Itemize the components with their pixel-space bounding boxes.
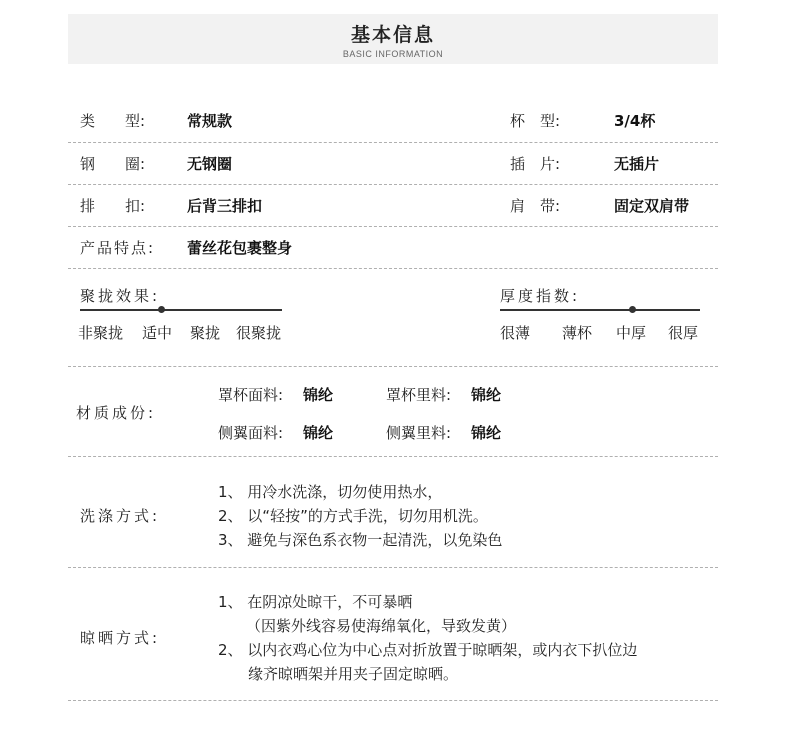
material-name: 罩杯里料:: [386, 386, 452, 404]
drying-line: 1、 在阴凉处晾干，不可暴晒: [218, 593, 413, 611]
thickness-scale-marker: [629, 306, 636, 313]
thickness-scale-track: [500, 309, 700, 311]
thickness-tick: 中厚: [616, 324, 647, 342]
material-value: 锦纶: [471, 424, 502, 442]
push-scale-label: 聚拢效果:: [80, 287, 161, 305]
push-tick: 很聚拢: [236, 324, 282, 342]
thickness-tick: 薄杯: [562, 324, 593, 342]
wire-value: 无钢圈: [187, 155, 233, 173]
material-label: 材质成份:: [76, 404, 157, 422]
material-value: 锦纶: [303, 424, 334, 442]
drying-label: 晾晒方式:: [80, 629, 161, 647]
material-value: 锦纶: [471, 386, 502, 404]
divider: [68, 184, 718, 185]
clasp-label: 排 扣:: [80, 197, 146, 215]
section-header: [68, 14, 718, 64]
section-title: 基本信息: [350, 24, 435, 46]
strap-label: 肩 带:: [510, 197, 561, 215]
feature-value: 蕾丝花包裹整身: [187, 239, 293, 257]
wire-label: 钢 圈:: [80, 155, 146, 173]
thickness-tick: 很薄: [500, 324, 531, 342]
strap-value: 固定双肩带: [614, 197, 690, 215]
type-label: 类 型:: [80, 112, 146, 130]
drying-line: 缘齐晾晒架并用夹子固定晾晒。: [248, 665, 459, 683]
push-tick: 非聚拢: [78, 324, 124, 342]
divider: [68, 456, 718, 457]
drying-line: 2、 以内衣鸡心位为中心点对折放置于晾晒架，或内衣下扒位边: [218, 641, 638, 659]
washing-label: 洗涤方式:: [80, 507, 161, 525]
cup-label: 杯 型:: [510, 112, 561, 130]
washing-line: 2、 以“轻按”的方式手洗，切勿用机洗。: [218, 507, 488, 525]
push-tick: 聚拢: [190, 324, 221, 342]
material-name: 侧翼里料:: [386, 424, 452, 442]
cup-value: 3/4杯: [614, 112, 656, 130]
insert-value: 无插片: [614, 155, 660, 173]
material-name: 罩杯面料:: [218, 386, 284, 404]
type-value: 常规款: [187, 112, 233, 130]
clasp-value: 后背三排扣: [187, 197, 263, 215]
washing-line: 3、 避免与深色系衣物一起清洗，以免染色: [218, 531, 503, 549]
thickness-scale-label: 厚度指数:: [500, 287, 581, 305]
washing-line: 1、 用冷水洗涤，切勿使用热水，: [218, 483, 443, 501]
divider: [68, 366, 718, 367]
material-value: 锦纶: [303, 386, 334, 404]
divider: [68, 226, 718, 227]
push-scale-marker: [158, 306, 165, 313]
thickness-tick: 很厚: [668, 324, 699, 342]
push-tick: 适中: [142, 324, 173, 342]
drying-line: （因紫外线容易使海绵氧化，导致发黄）: [246, 617, 517, 635]
material-name: 侧翼面料:: [218, 424, 284, 442]
divider: [68, 567, 718, 568]
insert-label: 插 片:: [510, 155, 561, 173]
divider: [68, 268, 718, 269]
section-subtitle: BASIC INFORMATION: [342, 49, 444, 59]
divider: [68, 700, 718, 701]
feature-label: 产品特点:: [80, 239, 156, 257]
divider: [68, 142, 718, 143]
push-scale-track: [80, 309, 282, 311]
